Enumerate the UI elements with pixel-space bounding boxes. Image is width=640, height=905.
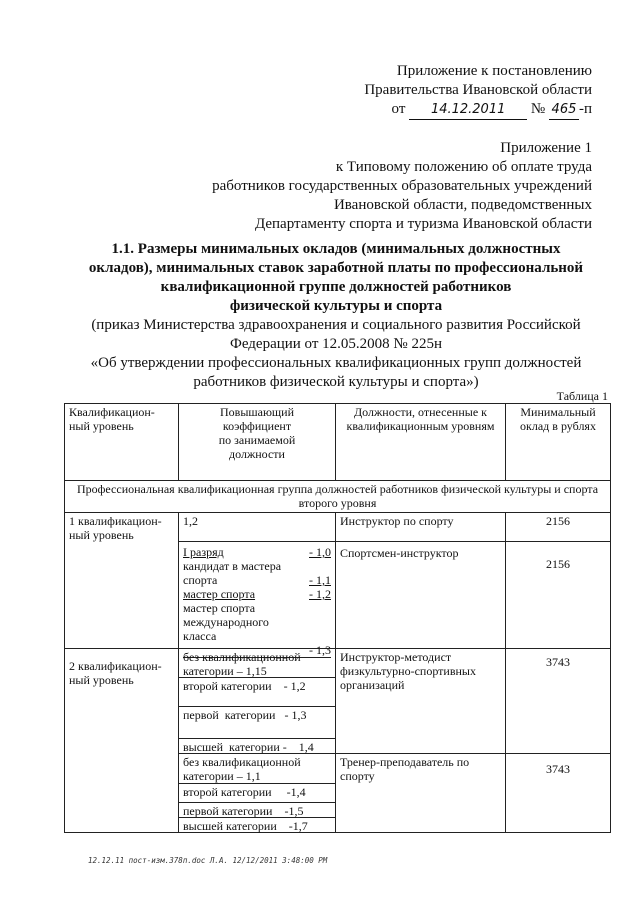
- level2-label: 2 квалификацион-ный уровень: [64, 648, 179, 833]
- table-label: Таблица 1: [556, 389, 608, 403]
- level2-row2-position: Тренер-преподаватель по спорту: [335, 753, 506, 833]
- title-line3: квалификационной группе должностей работников: [160, 279, 512, 295]
- title-line4: физической культуры и спорта: [229, 298, 443, 314]
- level1-row2-salary: 2156: [505, 541, 611, 649]
- level1-label: 1 квалификацион-ный уровень: [64, 512, 179, 649]
- level2-row2-salary: 3743: [505, 753, 611, 833]
- level2-row1-salary: 3743: [505, 648, 611, 754]
- level2-row1-coef: высшей категории - 1,4: [178, 738, 336, 754]
- level2-row2-coef: первой категории -1,5: [178, 802, 336, 818]
- date-prefix: от: [391, 101, 406, 117]
- title-line6: Федерации от 12.05.2008 № 225н: [229, 336, 443, 352]
- level2-row1-coef: первой категории - 1,3: [178, 706, 336, 739]
- title-line1: 1.1. Размеры минимальных окладов (минимальных должностных: [111, 241, 561, 257]
- level2-row1-position: Инструктор-методист физкультурно-спортивных организаций: [335, 648, 506, 754]
- handwritten-number: 465: [549, 100, 579, 120]
- coef-item: [183, 587, 331, 601]
- appendix-line5: Департаменту спорта и туризма Ивановской области: [254, 216, 592, 232]
- level2-row1-coef: второй категории - 1,2: [178, 677, 336, 707]
- header-coefficient: Повышающий коэффициент по занимаемой должности: [178, 403, 336, 481]
- header-level: Квалификацион-ный уровень: [64, 403, 179, 481]
- title-line8: работников физической культуры и спорта»): [193, 374, 479, 390]
- header-salary: Минимальный оклад в рублях: [505, 403, 611, 481]
- coef-value: - 1,0: [309, 545, 331, 559]
- level2-row2-coef: высшей категории -1,7: [178, 817, 336, 833]
- coef-value: - 1,1: [309, 573, 331, 587]
- appendix-line1: Приложение 1: [500, 140, 592, 156]
- level1-row1-salary: 2156: [505, 512, 611, 542]
- header-line2: Правительства Ивановской области: [364, 82, 592, 98]
- coef-name: мастер спорта международного класса: [183, 601, 269, 643]
- coef-item: [183, 559, 331, 587]
- coef-name: мастер спорта: [183, 587, 256, 601]
- coef-value: - 1,3: [183, 643, 331, 658]
- title-line2: окладов), минимальных ставок заработной платы по профессиональной: [88, 260, 584, 276]
- number-suffix: -п: [578, 101, 592, 117]
- handwritten-date: 14.12.2011: [409, 100, 527, 120]
- header-line1: Приложение к постановлению: [396, 63, 592, 79]
- coef-name: кандидат в мастера спорта: [183, 559, 282, 587]
- coef-item: [183, 545, 331, 559]
- coef-value: - 1,2: [309, 587, 331, 601]
- number-prefix: №: [530, 101, 546, 117]
- appendix-line3: работников государственных образовательных учреждений: [212, 178, 592, 194]
- level2-row1-coef: без квалификационной категории – 1,15: [178, 648, 336, 678]
- level2-row2-coef: второй категории -1,4: [178, 783, 336, 803]
- level2-row2-coef: без квалификационной категории – 1,1: [178, 753, 336, 784]
- title-line5: (приказ Министерства здравоохранения и социального развития Российской: [91, 317, 581, 333]
- level1-row2-coefs: [178, 541, 336, 657]
- header-date-line: [392, 100, 592, 120]
- appendix-line4: Ивановской области, подведомственных: [333, 197, 592, 213]
- coef-name: I разряд: [183, 545, 224, 559]
- header-positions: Должности, отнесенные к квалификационным уровням: [335, 403, 506, 481]
- document-footer: 12.12.11 пост-изм.378п.doc Л.А. 12/12/2011 3:48:00 PM: [88, 856, 328, 865]
- level1-row2-position: Спортсмен-инструктор: [335, 541, 506, 649]
- group-row: Профессиональная квалификационная группа должностей работников физической культуры и спорта второго уровня: [64, 480, 611, 513]
- level1-row1-position: Инструктор по спорту: [335, 512, 506, 542]
- title-line7: «Об утверждении профессиональных квалификационных групп должностей: [90, 355, 582, 371]
- appendix-line2: к Типовому положению об оплате труда: [335, 159, 592, 175]
- level1-row1-coef: 1,2: [178, 512, 336, 542]
